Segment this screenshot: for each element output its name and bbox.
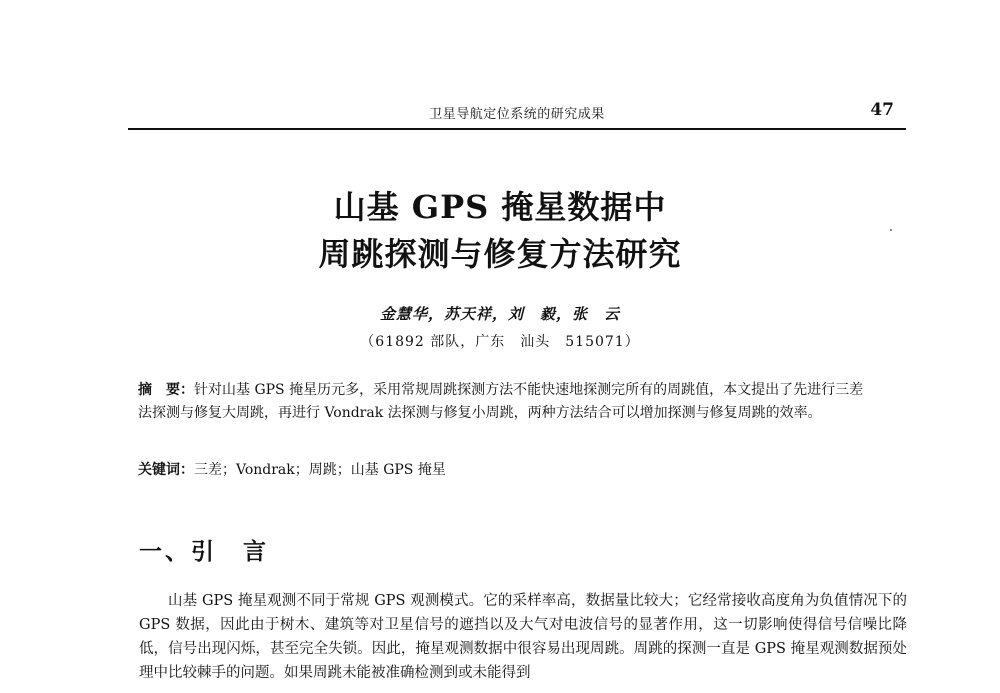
running-header [128,102,906,130]
paper-title-line-2: 周跳探测与修复方法研究 [318,235,682,273]
page-number: 47 [870,100,894,120]
section-heading-introduction: 一、引 言 [139,539,269,565]
affiliation: （61892 部队，广东 汕头 515071） [360,334,640,350]
abstract [138,379,874,425]
paper-title-line-1: 山基 GPS 掩星数据中 [333,188,667,226]
author-list: 金慧华，苏天祥，刘 毅，张 云 [379,305,620,323]
running-title: 卫星导航定位系统的研究成果 [429,107,605,122]
keywords [138,459,874,482]
keywords-text: 三差；Vondrak；周跳；山基 GPS 掩星 [194,462,446,478]
scan-speck [890,229,892,231]
abstract-label: 摘 要： [138,382,194,398]
keywords-label: 关键词： [138,462,194,478]
abstract-text: 针对山基 GPS 掩星历元多，采用常规周跳探测方法不能快速地探测完所有的周跳值，本文提出了先进行三差法探测与修复大周跳，再进行 Vondrak 法探测与修复小周跳，两种方法结合可以增加探测与修复周跳的效率。 [138,382,864,421]
body-paragraph: 山基 GPS 掩星观测不同于常规 GPS 观测模式。它的采样率高，数据量比较大；它经常接收高度角为负值情况下的 GPS 数据，因此由于树木、建筑等对卫星信号的遮挡以及大气对电波信号的显著作用，这一切影响使得信号信噪比降低，信号出现闪烁，甚至完全失锁。因此，掩星观测数据中很容易出现周跳。周跳的探测一直是 GPS 掩星观测数据预处理中比较棘手的问题。如果周跳未能被准确检测到或未能得到 [139,593,907,681]
